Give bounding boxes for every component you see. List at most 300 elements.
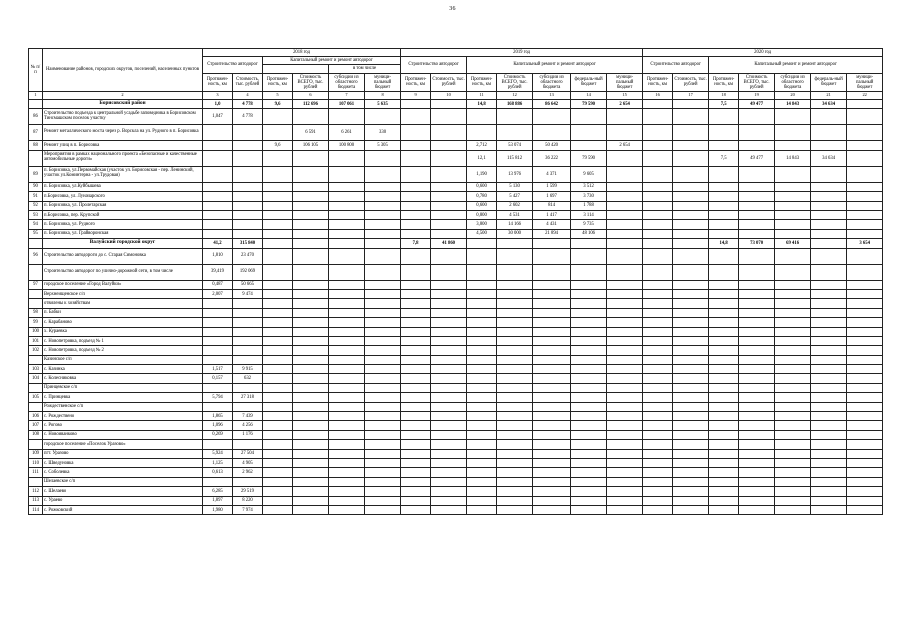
value-cell: [739, 166, 775, 182]
value-cell: [329, 239, 365, 248]
value-cell: [775, 430, 811, 439]
value-cell: [431, 430, 467, 439]
value-cell: 1,810: [203, 248, 233, 264]
value-cell: [263, 412, 293, 421]
value-cell: [431, 141, 467, 150]
table-row: [29, 182, 883, 191]
value-cell: [739, 440, 775, 449]
value-cell: [233, 308, 263, 317]
value-cell: 0,600: [467, 201, 497, 210]
value-cell: [365, 365, 401, 374]
value-cell: 4 778: [233, 100, 263, 109]
value-cell: [847, 229, 883, 238]
value-cell: [293, 355, 329, 364]
value-cell: [293, 318, 329, 327]
value-cell: [571, 239, 607, 248]
table-row: [29, 229, 883, 238]
value-cell: [329, 449, 365, 458]
value-cell: [847, 289, 883, 298]
value-cell: [497, 505, 533, 514]
value-cell: [739, 141, 775, 150]
value-cell: [847, 201, 883, 210]
value-cell: 1,865: [203, 412, 233, 421]
value-cell: [365, 229, 401, 238]
value-cell: [263, 280, 293, 289]
value-cell: [775, 477, 811, 486]
value-cell: [401, 449, 431, 458]
value-cell: [533, 336, 571, 345]
name-cell: Верхнеищенское с/п: [43, 289, 203, 298]
header-extent: Протяжен-ность, км: [401, 73, 431, 92]
value-cell: [811, 383, 847, 392]
value-cell: 1,047: [203, 109, 233, 125]
value-cell: 5 305: [365, 141, 401, 150]
value-cell: 39,419: [203, 264, 233, 280]
value-cell: [329, 166, 365, 182]
value-cell: [739, 496, 775, 505]
value-cell: 0,269: [203, 430, 233, 439]
value-cell: [293, 150, 329, 166]
value-cell: [607, 239, 643, 248]
value-cell: [847, 166, 883, 182]
value-cell: [233, 229, 263, 238]
row-number-cell: 107: [29, 421, 43, 430]
value-cell: [263, 150, 293, 166]
value-cell: [739, 421, 775, 430]
value-cell: [709, 440, 739, 449]
row-number-cell: [29, 440, 43, 449]
value-cell: 86 642: [533, 100, 571, 109]
value-cell: 14,8: [467, 100, 497, 109]
value-cell: 1,096: [203, 421, 233, 430]
value-cell: [607, 248, 643, 264]
value-cell: [467, 421, 497, 430]
name-cell: п. Борисовка, ул.Куйбышева: [43, 182, 203, 191]
value-cell: [739, 109, 775, 125]
value-cell: [233, 327, 263, 336]
name-cell: п. Борисовка, ул. Грайворонская: [43, 229, 203, 238]
row-number-cell: 111: [29, 468, 43, 477]
value-cell: 1,190: [467, 166, 497, 182]
row-number-cell: 113: [29, 496, 43, 505]
name-cell: с. Карабаново: [43, 318, 203, 327]
value-cell: [709, 430, 739, 439]
value-cell: [775, 412, 811, 421]
value-cell: [775, 336, 811, 345]
table-row: [29, 289, 883, 298]
value-cell: [533, 505, 571, 514]
name-cell: с. Новопетровка, подъезд № 1: [43, 336, 203, 345]
value-cell: [673, 125, 709, 141]
value-cell: [233, 402, 263, 411]
value-cell: [203, 346, 233, 355]
value-cell: [775, 383, 811, 392]
value-cell: [571, 496, 607, 505]
value-cell: [673, 220, 709, 229]
value-cell: [533, 449, 571, 458]
value-cell: [401, 125, 431, 141]
header-repair-2020: Капитальный ремонт и ремонт автодорог: [709, 57, 883, 73]
header-municipal: муници-пальный бюджет: [365, 73, 401, 92]
value-cell: [709, 487, 739, 496]
header-construction-2020: Строительство автодорог: [643, 57, 709, 73]
column-number: 21: [811, 92, 847, 100]
value-cell: [643, 182, 673, 191]
value-cell: [775, 346, 811, 355]
value-cell: [467, 248, 497, 264]
value-cell: [607, 264, 643, 280]
header-construction-2018: Строительство автодорог: [203, 57, 263, 73]
value-cell: [365, 505, 401, 514]
value-cell: [401, 229, 431, 238]
row-number-cell: 93: [29, 210, 43, 219]
name-cell: п. Борисовка, ул. Рудного: [43, 220, 203, 229]
value-cell: [643, 496, 673, 505]
value-cell: [607, 336, 643, 345]
value-cell: [401, 505, 431, 514]
value-cell: [329, 421, 365, 430]
value-cell: [533, 496, 571, 505]
value-cell: [571, 421, 607, 430]
table-row: [29, 109, 883, 125]
value-cell: 34 634: [811, 100, 847, 109]
value-cell: [643, 150, 673, 166]
value-cell: [709, 229, 739, 238]
value-cell: [497, 125, 533, 141]
value-cell: [431, 264, 467, 280]
value-cell: [263, 449, 293, 458]
value-cell: [571, 449, 607, 458]
value-cell: [533, 383, 571, 392]
value-cell: [847, 487, 883, 496]
value-cell: [401, 383, 431, 392]
value-cell: [533, 109, 571, 125]
column-number: 12: [497, 92, 533, 100]
value-cell: [401, 182, 431, 191]
value-cell: [365, 210, 401, 219]
value-cell: [775, 125, 811, 141]
value-cell: [203, 229, 233, 238]
value-cell: [233, 182, 263, 191]
value-cell: [709, 141, 739, 150]
value-cell: [431, 210, 467, 219]
value-cell: [533, 346, 571, 355]
value-cell: 27 318: [233, 393, 263, 402]
value-cell: [673, 210, 709, 219]
value-cell: [607, 430, 643, 439]
value-cell: [673, 393, 709, 402]
value-cell: [263, 402, 293, 411]
value-cell: [607, 477, 643, 486]
value-cell: [329, 430, 365, 439]
value-cell: [533, 487, 571, 496]
value-cell: [263, 496, 293, 505]
value-cell: [431, 421, 467, 430]
value-cell: [643, 421, 673, 430]
value-cell: [775, 109, 811, 125]
value-cell: [709, 496, 739, 505]
value-cell: [533, 421, 571, 430]
value-cell: [497, 477, 533, 486]
value-cell: [497, 355, 533, 364]
value-cell: [401, 100, 431, 109]
value-cell: [673, 264, 709, 280]
value-cell: 79 590: [571, 150, 607, 166]
value-cell: [847, 468, 883, 477]
value-cell: [643, 355, 673, 364]
value-cell: 1,980: [203, 505, 233, 514]
value-cell: [293, 393, 329, 402]
value-cell: [607, 505, 643, 514]
value-cell: [811, 412, 847, 421]
value-cell: 5 427: [497, 192, 533, 201]
row-number-cell: [29, 100, 43, 109]
value-cell: [401, 308, 431, 317]
value-cell: [365, 318, 401, 327]
value-cell: [431, 393, 467, 402]
value-cell: 1 417: [533, 210, 571, 219]
value-cell: [263, 468, 293, 477]
value-cell: [467, 430, 497, 439]
value-cell: [293, 166, 329, 182]
value-cell: [847, 440, 883, 449]
value-cell: [739, 125, 775, 141]
value-cell: [571, 374, 607, 383]
value-cell: [739, 308, 775, 317]
value-cell: 3 730: [571, 192, 607, 201]
value-cell: [709, 109, 739, 125]
header-year-2018: 2018 год: [203, 49, 401, 57]
value-cell: 112 696: [293, 100, 329, 109]
table-row: [29, 150, 883, 166]
name-cell: с. Шведуновка: [43, 458, 203, 467]
value-cell: [709, 365, 739, 374]
value-cell: [847, 100, 883, 109]
name-cell: с. Казинка: [43, 365, 203, 374]
value-cell: [329, 327, 365, 336]
row-number-cell: 109: [29, 449, 43, 458]
value-cell: [739, 458, 775, 467]
value-cell: [329, 458, 365, 467]
value-cell: [401, 355, 431, 364]
value-cell: [263, 166, 293, 182]
value-cell: [293, 327, 329, 336]
value-cell: [643, 141, 673, 150]
value-cell: 192 069: [233, 264, 263, 280]
value-cell: [709, 166, 739, 182]
value-cell: 2 962: [233, 468, 263, 477]
value-cell: [607, 383, 643, 392]
value-cell: 632: [233, 374, 263, 383]
value-cell: [365, 393, 401, 402]
table-row: [29, 383, 883, 392]
header-row-years: [29, 49, 883, 57]
column-number: 18: [709, 92, 739, 100]
value-cell: 9,6: [263, 100, 293, 109]
value-cell: [467, 318, 497, 327]
value-cell: [203, 355, 233, 364]
name-cell: с. Новоиванково: [43, 430, 203, 439]
value-cell: [365, 109, 401, 125]
value-cell: [811, 289, 847, 298]
value-cell: [431, 182, 467, 191]
value-cell: [811, 421, 847, 430]
value-cell: [775, 505, 811, 514]
value-cell: [467, 355, 497, 364]
value-cell: [775, 458, 811, 467]
value-cell: [365, 458, 401, 467]
value-cell: [643, 318, 673, 327]
value-cell: [533, 468, 571, 477]
value-cell: [203, 440, 233, 449]
value-cell: [533, 125, 571, 141]
value-cell: 1,125: [203, 458, 233, 467]
value-cell: [203, 141, 233, 150]
value-cell: 69 416: [775, 239, 811, 248]
value-cell: [293, 365, 329, 374]
value-cell: [293, 220, 329, 229]
value-cell: [533, 365, 571, 374]
value-cell: [329, 289, 365, 298]
header-municipal: муници-пальный бюджет: [847, 73, 883, 92]
value-cell: [401, 365, 431, 374]
value-cell: [467, 299, 497, 308]
value-cell: [775, 166, 811, 182]
value-cell: [847, 374, 883, 383]
value-cell: [401, 421, 431, 430]
value-cell: [293, 383, 329, 392]
value-cell: [329, 365, 365, 374]
value-cell: [775, 393, 811, 402]
value-cell: [709, 412, 739, 421]
value-cell: [401, 318, 431, 327]
table-row: [29, 477, 883, 486]
value-cell: [571, 412, 607, 421]
value-cell: 29 519: [233, 487, 263, 496]
value-cell: 3 512: [571, 182, 607, 191]
value-cell: [293, 308, 329, 317]
row-number-cell: 100: [29, 327, 43, 336]
value-cell: [401, 477, 431, 486]
value-cell: [401, 264, 431, 280]
value-cell: [497, 318, 533, 327]
value-cell: [365, 383, 401, 392]
value-cell: 5,924: [203, 449, 233, 458]
value-cell: [775, 374, 811, 383]
value-cell: [293, 421, 329, 430]
column-number: 11: [467, 92, 497, 100]
value-cell: 79 590: [571, 100, 607, 109]
value-cell: [673, 496, 709, 505]
value-cell: [533, 430, 571, 439]
value-cell: 1,517: [203, 365, 233, 374]
value-cell: [739, 346, 775, 355]
value-cell: [467, 440, 497, 449]
value-cell: [263, 248, 293, 264]
value-cell: [497, 280, 533, 289]
value-cell: [643, 280, 673, 289]
value-cell: [571, 141, 607, 150]
value-cell: [811, 264, 847, 280]
value-cell: [709, 248, 739, 264]
value-cell: [233, 355, 263, 364]
value-cell: [401, 468, 431, 477]
value-cell: [775, 496, 811, 505]
value-cell: [293, 374, 329, 383]
value-cell: [847, 327, 883, 336]
column-number: 17: [673, 92, 709, 100]
table-row: [29, 346, 883, 355]
value-cell: [811, 458, 847, 467]
value-cell: [497, 440, 533, 449]
value-cell: [203, 336, 233, 345]
value-cell: [607, 355, 643, 364]
column-number: 13: [533, 92, 571, 100]
value-cell: 7,5: [709, 100, 739, 109]
value-cell: [811, 166, 847, 182]
value-cell: [811, 210, 847, 219]
value-cell: 330: [365, 125, 401, 141]
value-cell: [643, 327, 673, 336]
value-cell: [643, 430, 673, 439]
value-cell: 2,712: [467, 141, 497, 150]
value-cell: [467, 477, 497, 486]
value-cell: [709, 299, 739, 308]
value-cell: [643, 229, 673, 238]
value-cell: [293, 505, 329, 514]
value-cell: [739, 477, 775, 486]
value-cell: [811, 468, 847, 477]
value-cell: [643, 336, 673, 345]
name-cell: с. Новопетровка, подъезд № 2: [43, 346, 203, 355]
value-cell: [643, 289, 673, 298]
value-cell: [847, 192, 883, 201]
value-cell: [533, 248, 571, 264]
value-cell: [467, 280, 497, 289]
value-cell: [643, 210, 673, 219]
value-cell: [811, 239, 847, 248]
value-cell: [775, 299, 811, 308]
value-cell: 12,1: [467, 150, 497, 166]
value-cell: [431, 355, 467, 364]
value-cell: [263, 458, 293, 467]
value-cell: [431, 289, 467, 298]
value-cell: 50 665: [233, 280, 263, 289]
value-cell: 4 531: [497, 210, 533, 219]
value-cell: [811, 496, 847, 505]
value-cell: [365, 150, 401, 166]
value-cell: [233, 150, 263, 166]
value-cell: [739, 487, 775, 496]
row-number-cell: 101: [29, 336, 43, 345]
row-number-cell: 102: [29, 346, 43, 355]
value-cell: [775, 229, 811, 238]
value-cell: [263, 289, 293, 298]
value-cell: [709, 308, 739, 317]
value-cell: 1 788: [571, 201, 607, 210]
value-cell: [571, 365, 607, 374]
value-cell: [673, 430, 709, 439]
table-row: [29, 327, 883, 336]
value-cell: [233, 299, 263, 308]
value-cell: [673, 141, 709, 150]
value-cell: [497, 383, 533, 392]
value-cell: 14 843: [775, 150, 811, 166]
value-cell: [571, 487, 607, 496]
value-cell: [293, 477, 329, 486]
name-cell: Валуйский городской округ: [43, 239, 203, 248]
value-cell: [811, 440, 847, 449]
